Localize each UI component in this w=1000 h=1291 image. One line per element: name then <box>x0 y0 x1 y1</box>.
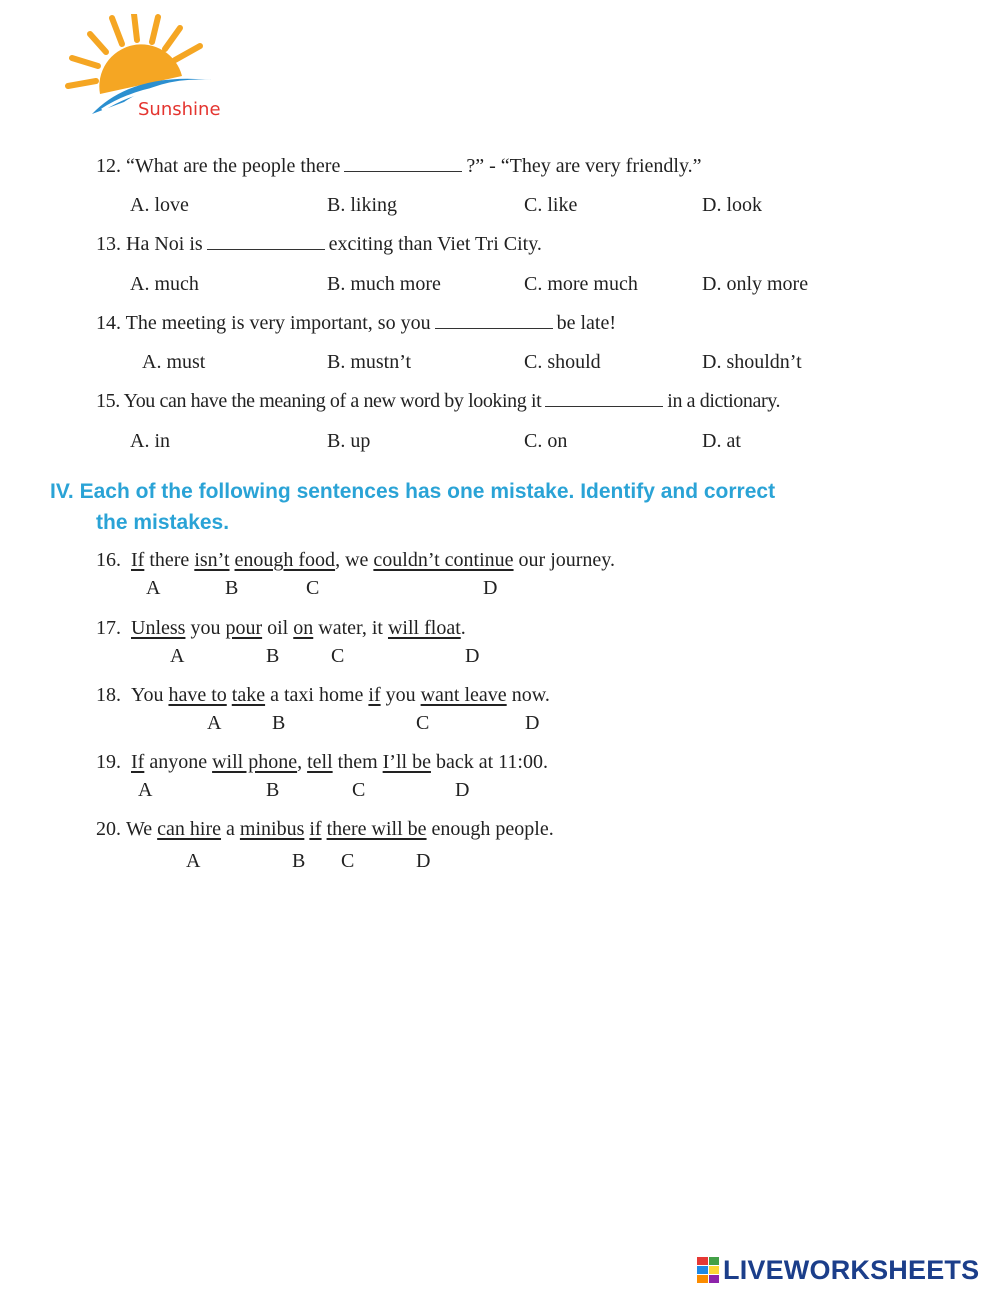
question-14-stem <box>96 312 616 335</box>
option-a[interactable]: A. much <box>130 273 199 295</box>
question-12-stem <box>96 155 702 178</box>
underlined-part-b[interactable]: isn’t <box>194 549 230 571</box>
sentence-text: a taxi home <box>265 684 369 706</box>
sentence-text: now. <box>506 684 550 706</box>
underlined-part-d[interactable]: want leave <box>420 684 507 706</box>
sentence-text: You <box>131 684 169 706</box>
letter-b: B <box>225 577 239 599</box>
letter-c: C <box>341 850 355 872</box>
question-stem-text: be late! <box>556 312 616 334</box>
logo-square <box>709 1275 720 1283</box>
sentence-text: We <box>126 818 158 840</box>
underlined-part-d[interactable]: will float <box>387 617 461 639</box>
letter-c: C <box>352 779 366 801</box>
underlined-part-a[interactable]: If <box>131 549 145 571</box>
letter-b: B <box>292 850 306 872</box>
option-c[interactable]: C. like <box>524 194 578 216</box>
sentence-text: them <box>332 751 383 773</box>
option-c[interactable]: C. on <box>524 430 568 452</box>
underlined-part-c[interactable]: if <box>309 818 322 840</box>
sentence-text: , <box>297 751 308 773</box>
liveworksheets-text: LIVEWORKSHEETS <box>723 1254 980 1285</box>
underlined-part-c[interactable]: tell <box>307 751 333 773</box>
logo-square <box>697 1266 708 1274</box>
underlined-part-d[interactable]: there will be <box>326 818 427 840</box>
underlined-part-a[interactable]: Unless <box>131 617 186 639</box>
section-heading-line1: IV. Each of the following sentences has one mistake. Identify and correct <box>50 480 776 503</box>
sentence-text: oil <box>262 617 294 639</box>
letter-a: A <box>138 779 153 801</box>
question-number: 16. <box>96 549 121 571</box>
option-b[interactable]: B. up <box>327 430 371 452</box>
option-b[interactable]: B. much more <box>327 273 441 295</box>
letter-a: A <box>186 850 201 872</box>
logo-square <box>697 1257 708 1265</box>
letter-a: A <box>146 577 161 599</box>
letter-d: D <box>525 712 540 734</box>
option-a[interactable]: A. love <box>130 194 189 216</box>
sentence-text: a <box>221 818 240 840</box>
answer-blank[interactable] <box>545 392 663 407</box>
answer-blank[interactable] <box>207 235 325 250</box>
underlined-part-d[interactable]: couldn’t continue <box>373 549 514 571</box>
sentence-text: you <box>185 617 226 639</box>
question-stem-text: 13. Ha Noi is <box>96 233 203 255</box>
letter-d: D <box>483 577 498 599</box>
letter-d: D <box>416 850 431 872</box>
letter-c: C <box>416 712 430 734</box>
sentence-text: enough people. <box>426 818 554 840</box>
question-18-sentence <box>96 684 550 707</box>
option-d[interactable]: D. look <box>702 194 762 216</box>
letter-c: C <box>306 577 320 599</box>
logo-square <box>697 1275 708 1283</box>
letter-a: A <box>170 645 185 667</box>
question-20-sentence <box>96 818 554 841</box>
question-number: 19. <box>96 751 121 773</box>
question-stem-text: ?” - “They are very friendly.” <box>466 155 702 177</box>
underlined-part-a[interactable]: have to <box>168 684 227 706</box>
question-15-stem <box>96 390 780 413</box>
underlined-part-d[interactable]: I’ll be <box>382 751 431 773</box>
liveworksheets-brand <box>697 1254 979 1286</box>
question-stem-text: in a dictionary. <box>667 390 781 412</box>
letter-d: D <box>455 779 470 801</box>
section-iv-heading <box>50 476 775 538</box>
letter-b: B <box>266 779 280 801</box>
logo-square <box>709 1257 720 1265</box>
question-stem-text: exciting than Viet Tri City. <box>328 233 542 255</box>
letter-a: A <box>207 712 222 734</box>
option-a[interactable]: A. must <box>142 351 206 373</box>
answer-blank[interactable] <box>344 157 462 172</box>
sentence-text: our journey. <box>513 549 616 571</box>
option-b[interactable]: B. liking <box>327 194 398 216</box>
underlined-part-b[interactable]: will phone <box>212 751 298 773</box>
logo-text: Sunshine <box>138 99 221 120</box>
answer-blank[interactable] <box>435 314 553 329</box>
question-number: 20. <box>96 818 121 840</box>
underlined-part-b[interactable]: pour <box>225 617 263 639</box>
underlined-part-a[interactable]: can hire <box>157 818 222 840</box>
question-number: 17. <box>96 617 121 639</box>
underlined-part-a[interactable]: If <box>131 751 145 773</box>
letter-c: C <box>331 645 345 667</box>
section-heading-line2: the mistakes. <box>96 511 230 534</box>
liveworksheets-logo-icon <box>697 1257 719 1283</box>
option-c[interactable]: C. should <box>524 351 601 373</box>
option-d[interactable]: D. only more <box>702 273 809 295</box>
logo-square <box>709 1266 720 1274</box>
option-b[interactable]: B. mustn’t <box>327 351 412 373</box>
sentence-text: . <box>460 617 466 639</box>
letter-d: D <box>465 645 480 667</box>
sentence-text: anyone <box>144 751 213 773</box>
letter-b: B <box>266 645 280 667</box>
underlined-part-c[interactable]: on <box>293 617 314 639</box>
sentence-text: there <box>144 549 195 571</box>
sentence-text: back at 11:00. <box>430 751 548 773</box>
sentence-text: you <box>380 684 421 706</box>
question-19-sentence <box>96 751 548 774</box>
question-16-sentence <box>96 549 615 572</box>
question-stem-text: 15. You can have the meaning of a new word by looking it <box>96 390 542 412</box>
sentence-text: , we <box>335 549 374 571</box>
question-stem-text: 12. “What are the people there <box>96 155 341 177</box>
underlined-part-c[interactable]: if <box>368 684 381 706</box>
letter-b: B <box>272 712 286 734</box>
question-13-stem <box>96 233 542 256</box>
option-d[interactable]: D. at <box>702 430 741 452</box>
underlined-part-b[interactable]: minibus <box>239 818 305 840</box>
option-c[interactable]: C. more much <box>524 273 638 295</box>
option-a[interactable]: A. in <box>130 430 170 452</box>
question-number: 18. <box>96 684 121 706</box>
question-stem-text: 14. The meeting is very important, so you <box>96 312 431 334</box>
sentence-text: water, it <box>313 617 388 639</box>
underlined-part-c[interactable]: enough food <box>234 549 336 571</box>
question-17-sentence <box>96 617 466 640</box>
underlined-part-b[interactable]: take <box>231 684 266 706</box>
option-d[interactable]: D. shouldn’t <box>702 351 802 373</box>
